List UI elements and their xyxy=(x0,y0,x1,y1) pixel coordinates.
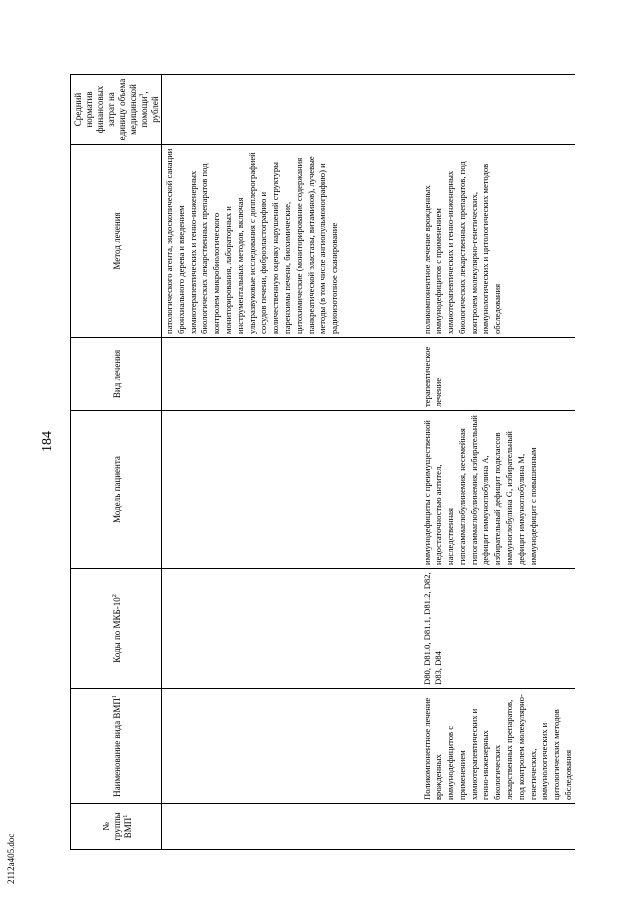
table-header-row xyxy=(71,75,162,850)
cell-patient-model xyxy=(162,411,420,569)
header-patient-model: Модель пациента xyxy=(71,411,162,569)
cell-icd-codes xyxy=(162,569,420,689)
cell-treatment-type xyxy=(162,338,420,411)
page-number: 184 xyxy=(40,431,55,452)
cell-treatment-method: патологического агента, эндоскопической санации бронхиального дерева и введением химиотерапевтических и генно-инженерных биологических лекарственных препаратов под контролем микробиологического мониторирования, лабораторных и инструментальных методов, включая ультразвуковые исследования с допплерографией сосудов печени, фиброэластографию и количественную оценку нарушений структуры паренхимы печени, биохимические, цитохимические (мониторирование содержания панкреатической эластазы, витаминов), лучевые методы (в том числе ангиопульмонографию) и радиоизотопное сканирование xyxy=(162,145,420,338)
cell-group-number xyxy=(162,804,420,850)
cell-treatment-type: терапевтическое лечение xyxy=(420,338,575,411)
cell-patient-model: иммунодефициты с преимущественной недостаточностью антител, наследственная гипогаммаглобулинемия, несемейная гипогаммаглобулинемия, избирательный дефицит иммуноглобулина A, избирательный дефицит подклассов иммуноглобулина G, избирательный дефицит иммуноглобулина M, иммунодефицит с повышенным xyxy=(420,411,575,569)
cell-cost xyxy=(162,75,420,145)
cell-vmp-name xyxy=(162,689,420,804)
table-row xyxy=(162,75,420,850)
cell-group-number xyxy=(420,804,575,850)
cell-icd-codes: D80, D81.0, D81.1, D81.2, D82, D83, D84 xyxy=(420,569,575,689)
header-vmp-name: Наименование вида ВМП$^1$ xyxy=(71,689,162,804)
header-cost-standard: Средний норматив финансовых затрат на единицу объема медицинской помощи$^3$, рублей xyxy=(71,75,162,145)
footer-filename: 2112а405.doc xyxy=(6,833,16,884)
cell-cost xyxy=(420,75,575,145)
table-row xyxy=(420,75,575,850)
header-treatment-method: Метод лечения xyxy=(71,145,162,338)
vmp-table xyxy=(70,74,575,850)
rotated-table-page xyxy=(70,75,625,850)
header-icd-codes: Коды по МКБ-$10^2$ xyxy=(71,569,162,689)
header-treatment-type: Вид лечения xyxy=(71,338,162,411)
cell-treatment-method: поликомпонентное лечение врожденных иммунодефицитов с применением химиотерапевтических и генно-инженерных биологических лекарственных препаратов, под контролем молекулярно-генетических, иммунологических и цитологических методов обследования xyxy=(420,145,575,338)
cell-vmp-name: Поликомпонентное лечение врожденных иммунодефицитов с применением химиотерапевтических и генно-инженерных биологических лекарственных препаратов, под контролем молекулярно-генетических, иммунологических и цитологических методов обследования xyxy=(420,689,575,804)
header-group-number: № группы ВМП$^1$ xyxy=(71,804,162,850)
